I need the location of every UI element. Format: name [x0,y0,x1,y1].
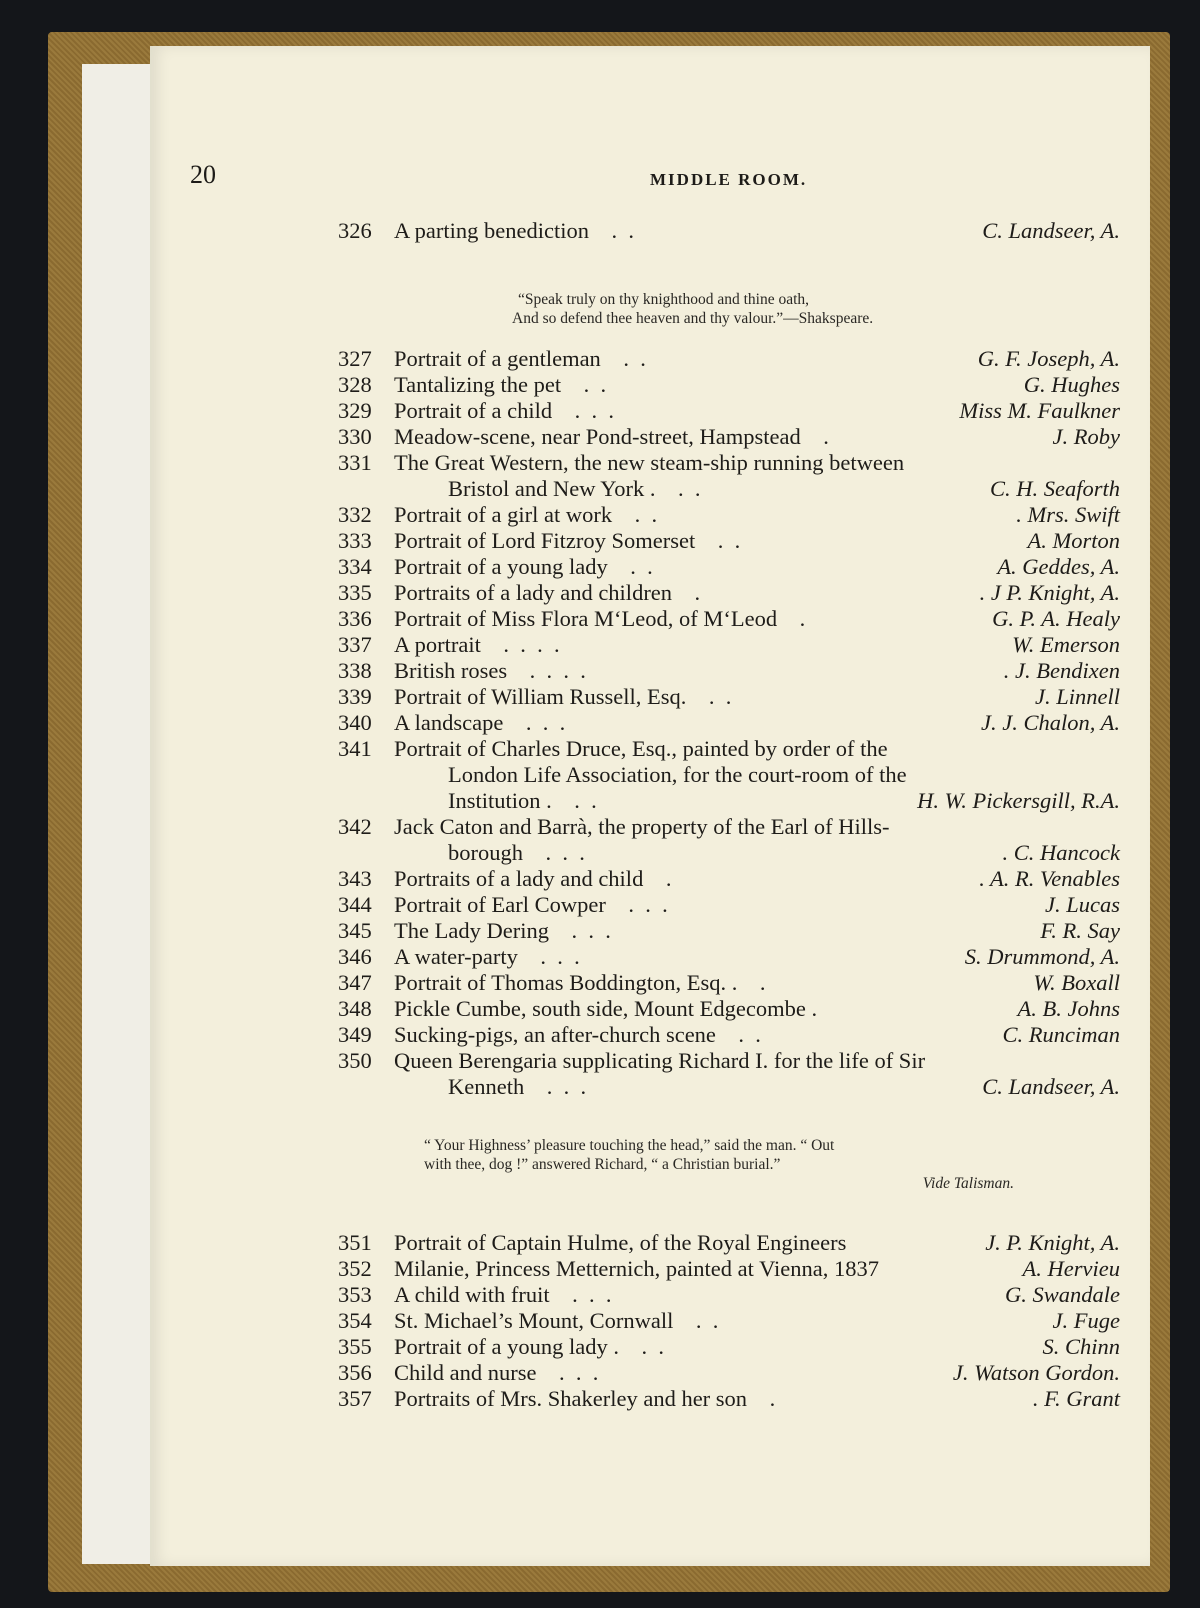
leader-dots: . . . [523,840,585,865]
entry-title [394,710,1120,736]
entry-title [394,1360,1120,1386]
entry-text: Portrait of Captain Hulme, of the Royal Engineers [394,1230,847,1255]
leader-dots: . [672,580,701,605]
entry-title [394,684,1120,710]
entry-title [394,424,1120,450]
entry-text: Portrait of a young lady [394,554,608,579]
entries-block-1 [338,218,1120,244]
catalogue-entry [338,1386,1120,1412]
entry-title [394,658,1120,684]
catalogue-entry [338,1048,1120,1100]
catalogue-entry [338,424,1120,450]
entry-number: 357 [338,1386,372,1411]
entry-title [394,528,1120,554]
entry-text: Meadow-scene, near Pond-street, Hampstead [394,424,801,449]
quote-line: And so defend thee heaven and thy valour.”—Shakspeare. [512,310,874,327]
catalogue-entry [338,346,1120,372]
entry-text: Portrait of Miss Flora M‘Leod, of M‘Leod [394,606,778,631]
entry-title-continued [448,762,1120,788]
entry-number: 341 [338,736,372,761]
entry-number: 353 [338,1282,372,1307]
entry-number: 349 [338,1022,372,1047]
entry-title [394,218,1120,244]
catalogue-entry [338,502,1120,528]
entry-text: Portrait of William Russell, Esq. [394,684,687,709]
entry-text: A landscape [394,710,504,735]
entry-text: Child and nurse [394,1360,537,1385]
entries-block-3 [338,1230,1120,1412]
catalogue-entry [338,1334,1120,1360]
entry-text: Tantalizing the pet [394,372,562,397]
leader-dots: . . [551,788,597,813]
entry-title [394,996,1120,1022]
entry-text: British roses [394,658,508,683]
catalogue-entry [338,1256,1120,1282]
entry-artist: W. Boxall [1033,970,1120,995]
entry-artist: . A. R. Venables [979,866,1120,891]
catalogue-entry [338,944,1120,970]
entry-title [394,502,1120,528]
catalogue-entry [338,970,1120,996]
entry-text: Portrait of a gentleman [394,346,601,371]
leader-dots: . . [588,218,634,243]
catalogue-entry [338,866,1120,892]
entry-artist: J. P. Knight, A. [985,1230,1120,1255]
entry-number: 326 [338,218,372,243]
entry-artist: . C. Hancock [1002,840,1120,865]
entry-number: 350 [338,1048,372,1073]
entry-artist: J. Fuge [1052,1308,1120,1333]
entry-text: Portrait of Earl Cowper [394,892,606,917]
leader-dots: . . . [552,398,614,423]
catalogue-entry [338,580,1120,606]
catalogue-entry [338,996,1120,1022]
leader-dots: . . . [536,1360,599,1385]
entry-title [394,606,1120,632]
entry-artist: H. W. Pickersgill, R.A. [917,788,1120,813]
catalogue-entry [338,1230,1120,1256]
catalogue-entry [338,1308,1120,1334]
catalogue-entry [338,710,1120,736]
entry-text: Portraits of a lady and children [394,580,673,605]
entry-number: 352 [338,1256,372,1281]
entry-text: The Great Western, the new steam-ship running between [394,450,905,475]
entry-artist: Miss M. Faulkner [959,398,1120,423]
quote-shakspeare [512,290,1038,328]
leader-dots: . . . [549,1282,612,1307]
quote-attribution: Vide Talisman. [922,1175,1014,1192]
entry-artist: W. Emerson [1012,632,1120,657]
entry-text: Portraits of a lady and child [394,866,644,891]
entry-number: 355 [338,1334,372,1359]
entry-text: borough [448,840,523,865]
entry-artist: F. R. Say [1040,918,1120,943]
entry-number: 335 [338,580,372,605]
entry-number: 343 [338,866,372,891]
entry-title [394,632,1120,658]
entry-artist: J. J. Chalon, A. [981,710,1120,735]
entry-text: Portrait of Charles Druce, Esq., painted by order of the [394,736,888,761]
catalogue-entry [338,918,1120,944]
entry-text: Pickle Cumbe, south side, Mount Edgecombe . [394,996,818,1021]
entry-number: 348 [338,996,372,1021]
entry-title [394,1256,1120,1282]
entry-number: 340 [338,710,372,735]
entry-title-continued [448,1074,1120,1100]
leader-dots: . . [695,528,741,553]
entry-number: 337 [338,632,372,657]
entry-text: Sucking-pigs, an after-church scene [394,1022,716,1047]
entry-artist: C. Landseer, A. [982,1074,1120,1099]
leader-dots: . . [673,1308,719,1333]
entry-text: Portrait of a child [394,398,553,423]
page-number: 20 [190,160,216,189]
entry-artist: . F. Grant [1032,1386,1120,1411]
quote-talisman [424,1136,1028,1193]
entry-title [394,1282,1120,1308]
entry-text: The Lady Dering [394,918,549,943]
entry-artist: . J P. Knight, A. [979,580,1120,605]
entry-number: 330 [338,424,372,449]
entry-text: London Life Association, for the court-room of the [448,762,907,787]
leader-dots: . . [655,476,701,501]
catalogue-entry [338,528,1120,554]
entry-text: Jack Caton and Barrà, the property of the Earl of Hills- [394,814,890,839]
entry-title [394,944,1120,970]
entry-number: 342 [338,814,372,839]
entries-block-2 [338,346,1120,1100]
leader-dots: . [737,970,766,995]
entry-number: 333 [338,528,372,553]
entry-text: A parting benediction [394,218,589,243]
entry-number: 347 [338,970,372,995]
entry-number: 339 [338,684,372,709]
entry-text: Portraits of Mrs. Shakerley and her son [394,1386,748,1411]
catalogue-entry [338,1282,1120,1308]
entry-title [394,1048,1120,1074]
leader-dots: . . [561,372,607,397]
entry-title-continued [448,788,1120,814]
entry-text: Milanie, Princess Metternich, painted at Vienna, 1837 [394,1256,879,1281]
catalogue-entry [338,684,1120,710]
entry-number: 356 [338,1360,372,1385]
entry-number: 336 [338,606,372,631]
entry-title [394,1022,1120,1048]
entry-title [394,1230,1120,1256]
entry-artist: A. Hervieu [1022,1256,1120,1281]
quote-line: “Speak truly on thy knighthood and thine oath, [518,291,810,308]
leader-dots: . . [686,684,732,709]
entry-title [394,346,1120,372]
entry-number: 338 [338,658,372,683]
entry-title-continued [448,840,1120,866]
entry-number: 327 [338,346,372,371]
entry-number: 345 [338,918,372,943]
entry-title [394,450,1120,476]
catalogue-entry [338,606,1120,632]
catalogue-entry [338,218,1120,244]
entry-number: 346 [338,944,372,969]
entry-title [394,918,1120,944]
catalogue-entry [338,632,1120,658]
entry-artist: C. Runciman [1002,1022,1120,1047]
entry-title [394,866,1120,892]
entry-title [394,554,1120,580]
entry-number: 329 [338,398,372,423]
entry-title [394,1308,1120,1334]
entry-artist: J. Roby [1052,424,1120,449]
catalogue-entry [338,398,1120,424]
entry-text: A portrait [394,632,481,657]
quote-line: with thee, dog !” answered Richard, “ a Christian burial.” [424,1156,781,1173]
entry-title [394,736,1120,762]
leader-dots: . [643,866,672,891]
entry-artist: G. F. Joseph, A. [977,346,1120,371]
entry-title [394,892,1120,918]
entry-title [394,1386,1120,1412]
entry-title [394,814,1120,840]
entry-title [394,1334,1120,1360]
catalogue-entry [338,892,1120,918]
entry-artist: J. Linnell [1035,684,1120,709]
entry-artist: G. P. A. Healy [992,606,1120,631]
leader-dots: . . . [548,918,611,943]
leader-dots: . . . . [480,632,560,657]
leader-dots: . . . [524,1074,587,1099]
leader-dots: . . [618,1334,664,1359]
catalogue-entry [338,814,1120,866]
quote-line: “ Your Highness’ pleasure touching the head,” said the man. “ Out [424,1137,835,1154]
leader-dots: . . [600,346,646,371]
entry-artist: J. Watson Gordon. [952,1360,1120,1385]
entry-artist: S. Chinn [1042,1334,1120,1359]
entry-title [394,398,1120,424]
leader-dots: . . [715,1022,761,1047]
entry-artist: C. H. Seaforth [989,476,1120,501]
leader-dots: . [777,606,806,631]
entry-number: 332 [338,502,372,527]
leader-dots: . . [607,554,653,579]
entry-artist: C. Landseer, A. [982,218,1120,243]
leader-dots: . [747,1386,776,1411]
entry-text: Kenneth [448,1074,525,1099]
catalogue-entry [338,554,1120,580]
leader-dots: . [800,424,829,449]
entry-title [394,580,1120,606]
catalogue-entry [338,658,1120,684]
entry-title-continued [448,476,1120,502]
leader-dots: . . . . [507,658,586,683]
entry-text: A water-party [394,944,518,969]
entry-number: 334 [338,554,372,579]
entry-number: 344 [338,892,372,917]
entry-text: St. Michael’s Mount, Cornwall [394,1308,674,1333]
entry-text: Portrait of a young lady . [394,1334,619,1359]
entry-artist: . J. Bendixen [1003,658,1120,683]
entry-artist: G. Swandale [1005,1282,1120,1307]
leader-dots: . . . [605,892,668,917]
catalogue-entry [338,1360,1120,1386]
entry-artist: A. B. Johns [1017,996,1120,1021]
entry-artist: G. Hughes [1023,372,1120,397]
catalogue-entry [338,1022,1120,1048]
entry-artist: A. Morton [1027,528,1120,553]
entry-artist: . Mrs. Swift [1016,502,1120,527]
entry-artist: S. Drummond, A. [964,944,1120,969]
catalogue-entry [338,450,1120,502]
entry-text: Bristol and New York . [448,476,656,501]
entry-text: Portrait of Lord Fitzroy Somerset [394,528,696,553]
entry-number: 351 [338,1230,372,1255]
entry-number: 328 [338,372,372,397]
catalogue-entry [338,372,1120,398]
entry-title [394,970,1120,996]
catalogue-entry [338,736,1120,814]
entry-number: 331 [338,450,372,475]
entry-text: Queen Berengaria supplicating Richard I. for the life of Sir [394,1048,926,1073]
leader-dots: . . . [517,944,580,969]
entry-text: A child with fruit [394,1282,550,1307]
entry-text: Institution . [448,788,552,813]
leader-dots: . . . [503,710,566,735]
leader-dots: . . [612,502,658,527]
entry-artist: J. Lucas [1045,892,1120,917]
entry-title [394,372,1120,398]
running-head: MIDDLE ROOM. [650,170,808,189]
entry-artist: A. Geddes, A. [997,554,1120,579]
entry-text: Portrait of a girl at work [394,502,613,527]
entry-text: Portrait of Thomas Boddington, Esq. . [394,970,738,995]
entry-number: 354 [338,1308,372,1333]
